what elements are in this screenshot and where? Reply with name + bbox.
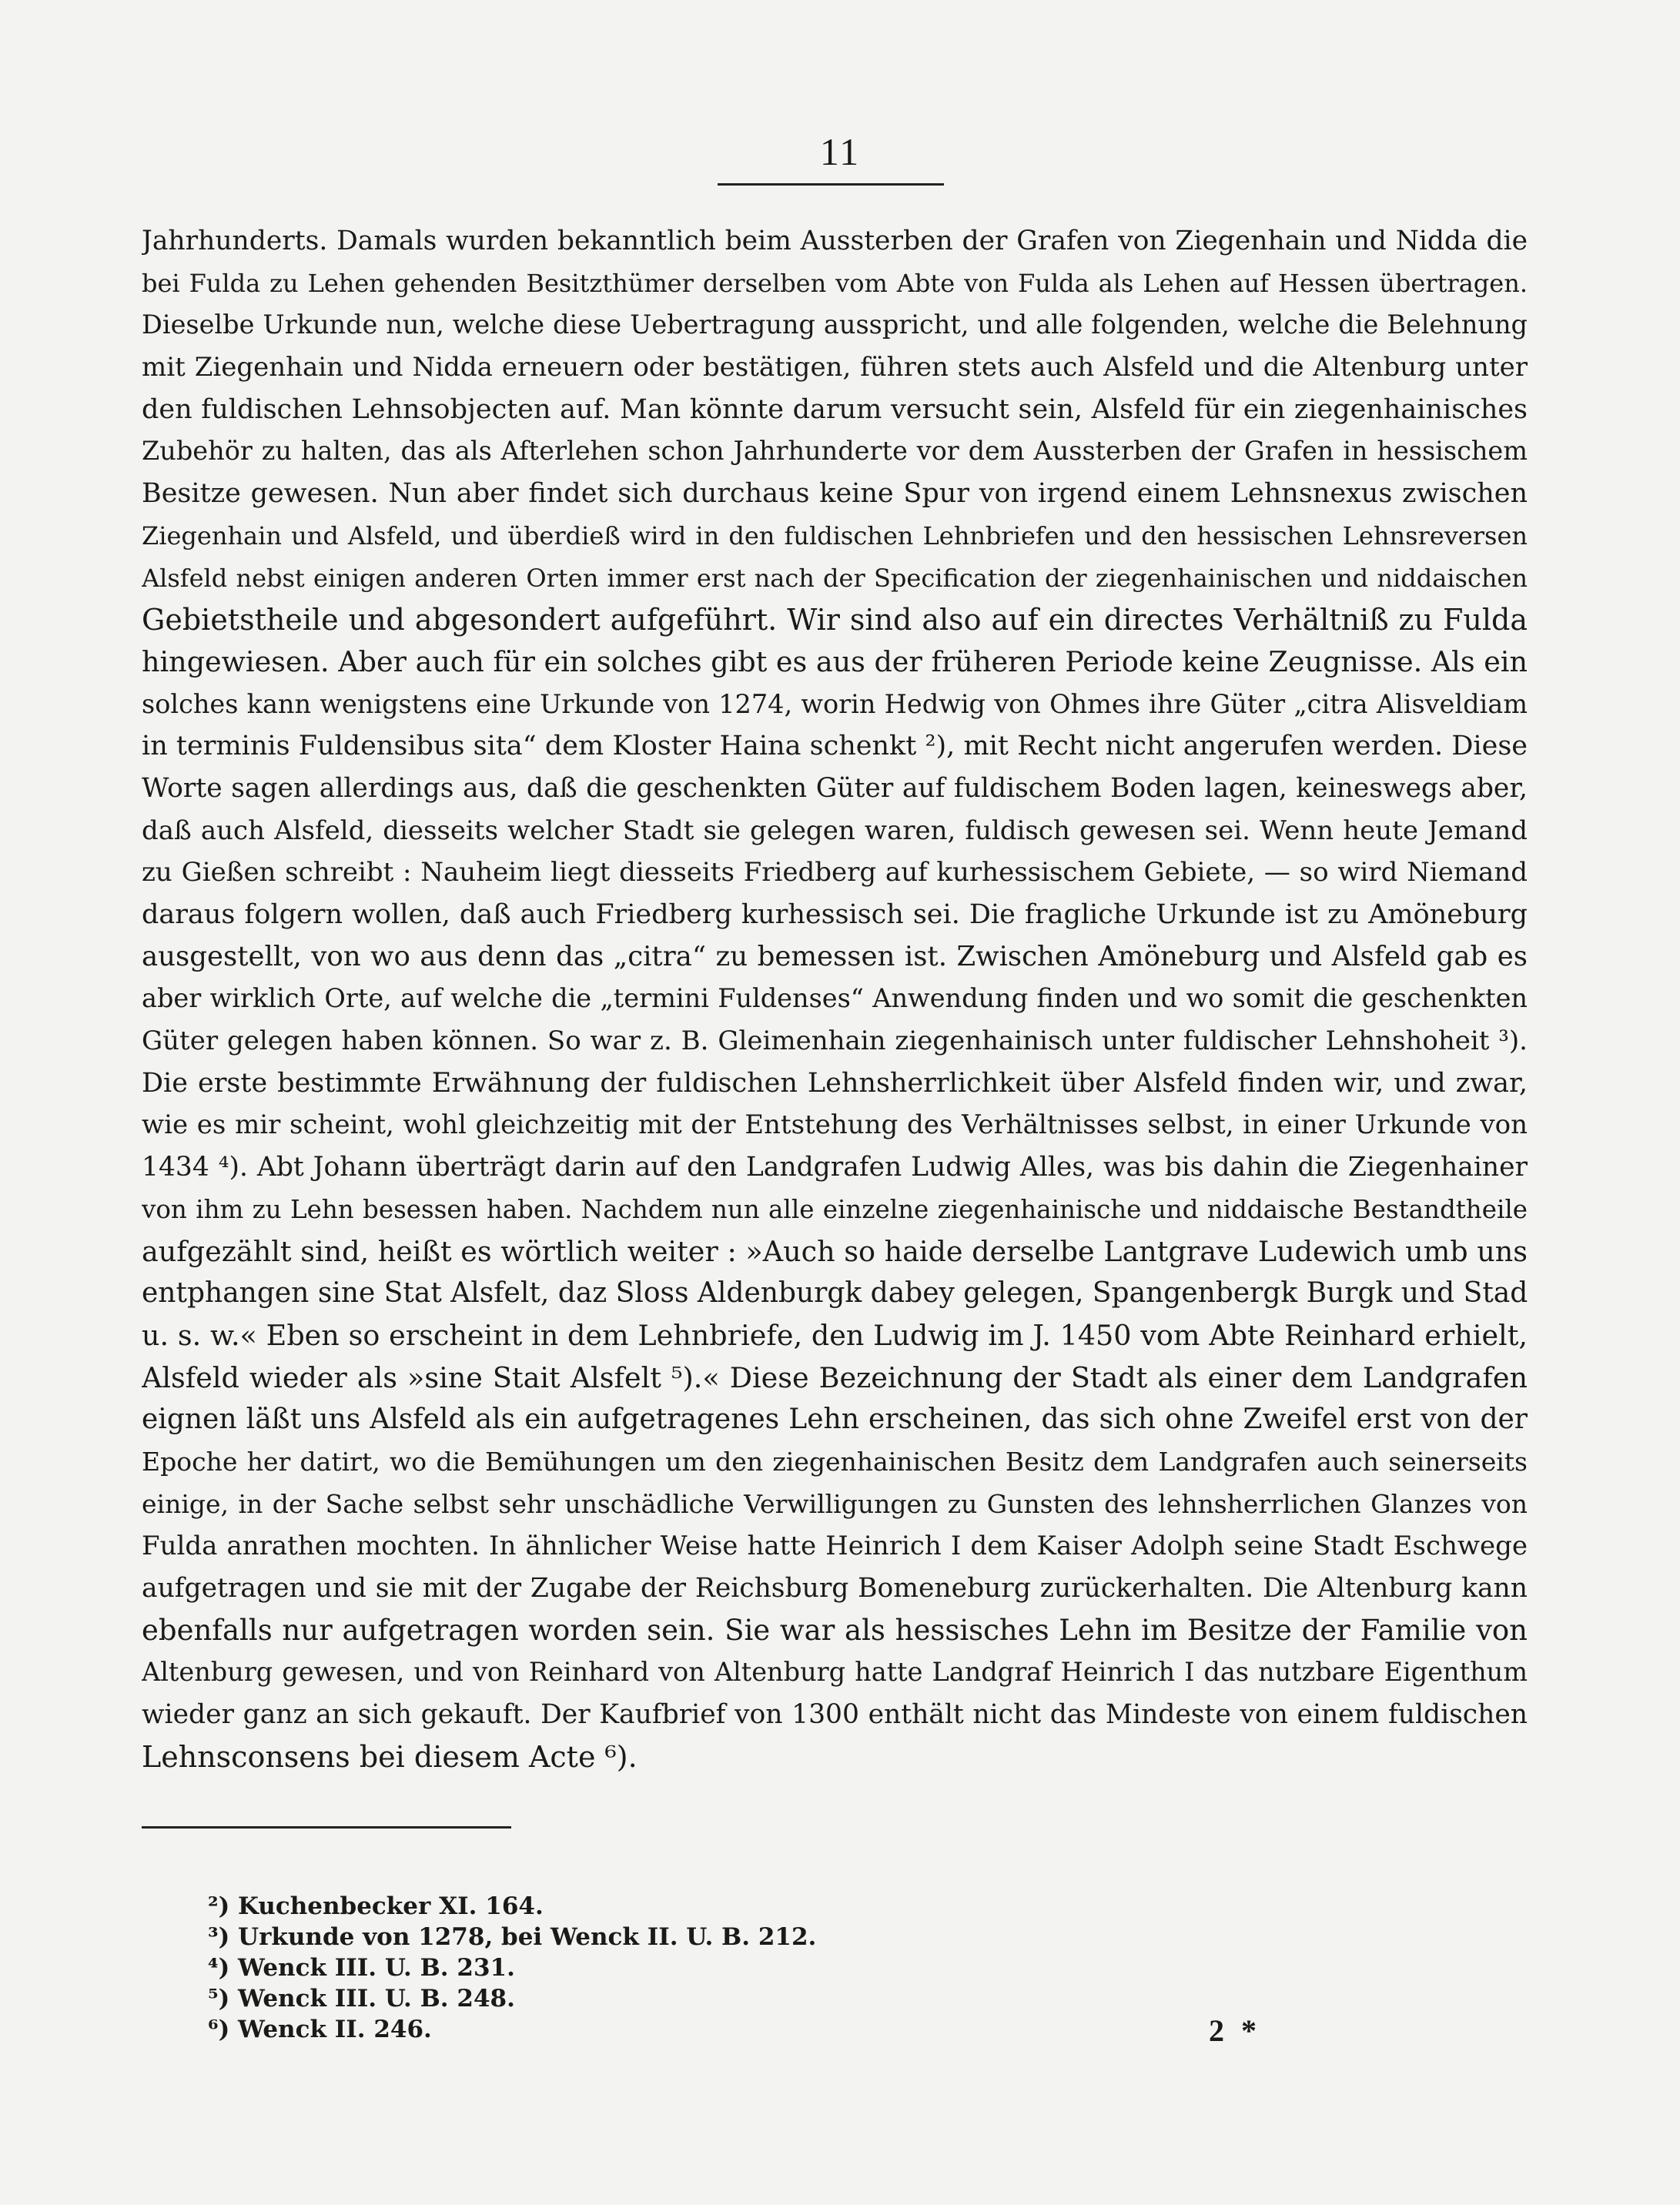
- text-line: Gebietstheile und abgesondert aufgeführt. Wir sind also auf ein directes Verhältniß zu Fulda: [142, 603, 1528, 637]
- text-line: Alsfeld nebst einigen anderen Orten immer erst nach der Specification der ziegenhainischen und niddaischen: [142, 563, 1528, 593]
- text-line: 1434 ⁴). Abt Johann überträgt darin auf den Landgrafen Ludwig Alles, was bis dahin die Ziegenhainer: [142, 1152, 1528, 1183]
- footnote: ⁶) Wenck II. 246.: [208, 2016, 432, 2043]
- footnotes: [208, 1891, 1363, 2045]
- text-line: Die erste bestimmte Erwähnung der fuldischen Lehnsherrlichkeit über Alsfeld finden wir, und zwar,: [142, 1067, 1528, 1099]
- text-line: Altenburg gewesen, und von Reinhard von Altenburg hatte Landgraf Heinrich I das nutzbare Eigenthum: [142, 1657, 1528, 1688]
- text-line: daß auch Alsfeld, diesseits welcher Stadt sie gelegen waren, fuldisch gewesen sei. Wenn heute Jemand: [142, 815, 1528, 846]
- footnote: ³) Urkunde von 1278, bei Wenck II. U. B. 212.: [208, 1923, 817, 1951]
- text-line: wie es mir scheint, wohl gleichzeitig mit der Entstehung des Verhältnisses selbst, in einer Urkunde von: [142, 1109, 1528, 1141]
- text-line: entphangen sine Stat Alsfelt, daz Sloss Aldenburgk dabey gelegen, Spangenbergk Burgk und Stad: [142, 1277, 1528, 1310]
- text-line: aufgetragen und sie mit der Zugabe der Reichsburg Bomeneburg zurückerhalten. Die Altenburg kann: [142, 1573, 1528, 1604]
- text-line: Fulda anrathen mochten. In ähnlicher Weise hatte Heinrich I dem Kaiser Adolph seine Stadt Eschwege: [142, 1531, 1528, 1562]
- text-line: Ziegenhain und Alsfeld, und überdieß wird in den fuldischen Lehnbriefen und den hessischen Lehnsreversen: [142, 520, 1528, 550]
- text-line: mit Ziegenhain und Nidda erneuern oder bestätigen, führen stets auch Alsfeld und die Altenburg unter: [142, 352, 1528, 383]
- text-line: bei Fulda zu Lehen gehenden Besitzthümer derselben vom Abte von Fulda als Lehen auf Hessen übertragen.: [142, 268, 1528, 298]
- footnote: ⁴) Wenck III. U. B. 231.: [208, 1954, 515, 1982]
- text-line: aber wirklich Orte, auf welche die „termini Fuldenses“ Anwendung finden und wo somit die geschenkten: [142, 983, 1528, 1014]
- text-line: wieder ganz an sich gekauft. Der Kaufbrief von 1300 enthält nicht das Mindeste von einem fuldischen: [142, 1699, 1528, 1731]
- text-line: Güter gelegen haben können. So war z. B. Gleimenhain ziegenhainisch unter fuldischer Lehnshoheit ³).: [142, 1026, 1528, 1057]
- text-line: hingewiesen. Aber auch für ein solches gibt es aus der früheren Periode keine Zeugnisse. Als ein: [142, 644, 1528, 678]
- text-line: Worte sagen allerdings aus, daß die geschenkten Güter auf fuldischem Boden lagen, keineswegs aber,: [142, 772, 1528, 804]
- text-line: Zubehör zu halten, das als Afterlehen schon Jahrhunderte vor dem Aussterben der Grafen in hessischem: [142, 436, 1528, 467]
- text-line: Alsfeld wieder als »sine Stait Alsfelt ⁵).« Diese Bezeichnung der Stadt als einer dem Landgrafen: [142, 1360, 1528, 1394]
- footnote: ⁵) Wenck III. U. B. 248.: [208, 1985, 515, 2013]
- text-line: Besitze gewesen. Nun aber findet sich durchaus keine Spur von irgend einem Lehnsnexus zwischen: [142, 478, 1528, 510]
- text-line: ebenfalls nur aufgetragen worden sein. Sie war als hessisches Lehn im Besitze der Familie von: [142, 1613, 1528, 1647]
- text-line: daraus folgern wollen, daß auch Friedberg kurhessisch sei. Die fragliche Urkunde ist zu Amöneburg: [142, 899, 1528, 930]
- page-number: 11: [819, 130, 861, 173]
- text-line: solches kann wenigstens eine Urkunde von 1274, worin Hedwig von Ohmes ihre Güter „citra Alisveldiam: [142, 688, 1528, 719]
- text-line: u. s. w.« Eben so erscheint in dem Lehnbriefe, den Ludwig im J. 1450 vom Abte Reinhard erhielt,: [142, 1318, 1528, 1352]
- text-line: Epoche her datirt, wo die Bemühungen um den ziegenhainischen Besitz dem Landgrafen auch seinerseits: [142, 1446, 1528, 1477]
- header-rule: [718, 183, 944, 186]
- sheet-signature: 2 *: [1209, 2013, 1261, 2048]
- text-line: Lehnsconsens bei diesem Acte ⁶).: [142, 1739, 638, 1774]
- footnote: ²) Kuchenbecker XI. 164.: [208, 1892, 544, 1920]
- text-line: ausgestellt, von wo aus denn das „citra“ zu bemessen ist. Zwischen Amöneburg und Alsfeld gab es: [142, 940, 1528, 972]
- footnote-rule: [142, 1826, 511, 1829]
- text-line: den fuldischen Lehnsobjecten auf. Man könnte darum versucht sein, Alsfeld für ein ziegenhainisches: [142, 393, 1528, 425]
- text-line: in terminis Fuldensibus sita“ dem Kloster Haina schenkt ²), mit Recht nicht angerufen werden. Diese: [142, 731, 1528, 762]
- text-line: Jahrhunderts. Damals wurden bekanntlich beim Aussterben der Grafen von Ziegenhain und Nidda die: [142, 226, 1528, 256]
- text-line: eignen läßt uns Alsfeld als ein aufgetragenes Lehn erscheinen, das sich ohne Zweifel erst von der: [142, 1404, 1528, 1436]
- text-line: von ihm zu Lehn besessen haben. Nachdem nun alle einzelne ziegenhainische und niddaische Bestandtheile: [142, 1194, 1528, 1224]
- text-line: einige, in der Sache selbst sehr unschädliche Verwilligungen zu Gunsten des lehnsherrlichen Glanzes von: [142, 1488, 1528, 1519]
- text-line: aufgezählt sind, heißt es wörtlich weiter : »Auch so haide derselbe Lantgrave Ludewich umb uns: [142, 1234, 1528, 1268]
- body-text: [142, 220, 1528, 1778]
- text-line: zu Gießen schreibt : Nauheim liegt diesseits Friedberg auf kurhessischem Gebiete, — so wird Niemand: [142, 857, 1528, 888]
- text-line: Dieselbe Urkunde nun, welche diese Uebertragung ausspricht, und alle folgenden, welche die Belehnung: [142, 310, 1528, 340]
